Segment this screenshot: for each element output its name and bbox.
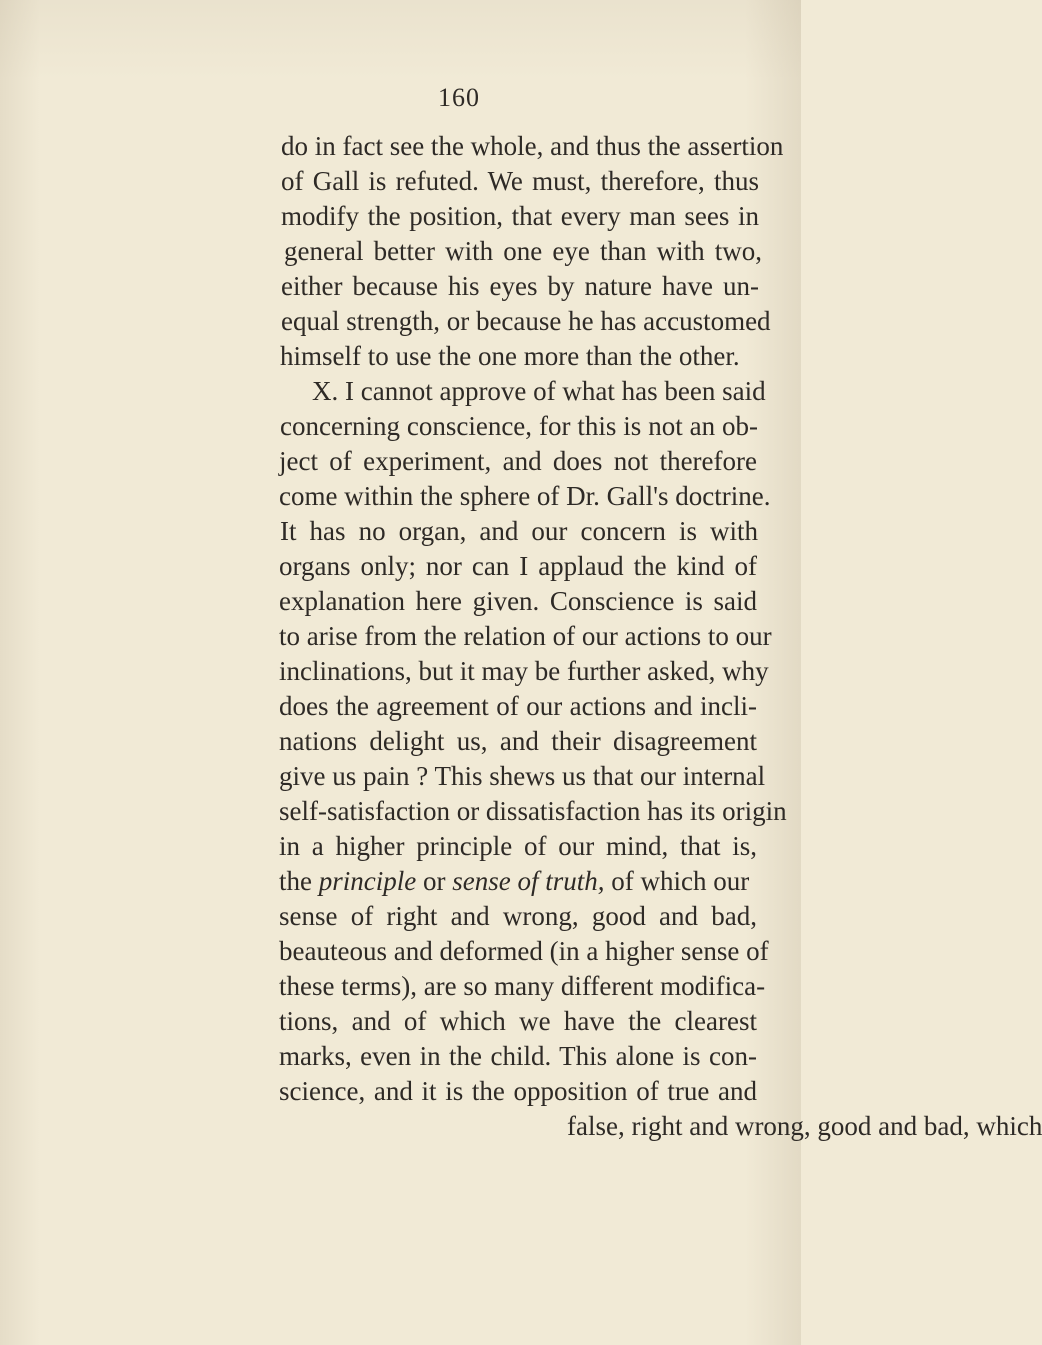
italic-phrase: sense of truth,: [452, 866, 605, 896]
text-line: science, and it is the opposition of true and: [279, 1076, 757, 1106]
text-line: beauteous and deformed (in a higher sense of: [279, 936, 769, 966]
text-line: do in fact see the whole, and thus the assertion: [281, 131, 784, 161]
text-line: equal strength, or because he has accustomed: [281, 306, 771, 336]
text-line: It has no organ, and our concern is with: [280, 516, 758, 546]
text-line: general better with one eye than with two,: [284, 236, 762, 266]
text-line: give us pain ? This shews us that our internal: [279, 761, 766, 791]
text-fragment: of: [611, 866, 634, 896]
text-line: come within the sphere of Dr. Gall's doctrine.: [279, 481, 771, 511]
text-line: of Gall is refuted. We must, therefore, thus: [281, 166, 759, 196]
text-line: nations delight us, and their disagreement: [279, 726, 757, 756]
paragraph-start: X. I cannot approve of what has been said: [312, 376, 766, 406]
text-line: concerning conscience, for this is not an ob-: [280, 411, 758, 441]
text-line: either because his eyes by nature have un-: [281, 271, 759, 301]
text-line: sense of right and wrong, good and bad,: [279, 901, 757, 931]
text-line: modify the position, that every man sees in: [281, 201, 759, 231]
text-line: in a higher principle of our mind, that is,: [279, 831, 757, 861]
text-line: these terms), are so many different modifica-: [279, 971, 766, 1001]
text-line: inclinations, but it may be further asked, why: [279, 656, 769, 686]
text-line: organs only; nor can I applaud the kind of: [279, 551, 757, 581]
text-line: to arise from the relation of our actions to our: [279, 621, 772, 651]
text-fragment: or: [422, 866, 446, 896]
italic-phrase: principle: [318, 866, 417, 896]
text-fragment: the: [279, 866, 312, 896]
text-line: marks, even in the child. This alone is con-: [279, 1041, 757, 1071]
text-line: tions, and of which we have the clearest: [279, 1006, 757, 1036]
text-line: explanation here given. Conscience is said: [279, 586, 757, 616]
text-line: himself to use the one more than the other.: [280, 341, 740, 371]
page-number: 160: [438, 83, 480, 112]
text-line: ject of experiment, and does not therefore: [279, 446, 757, 476]
text-line: self-satisfaction or dissatisfaction has its origin: [279, 796, 787, 826]
text-fragment: which our: [640, 866, 750, 896]
catchword: false, right and wrong, good and bad, which: [567, 1111, 1042, 1141]
text-line: does the agreement of our actions and incli-: [279, 691, 757, 721]
